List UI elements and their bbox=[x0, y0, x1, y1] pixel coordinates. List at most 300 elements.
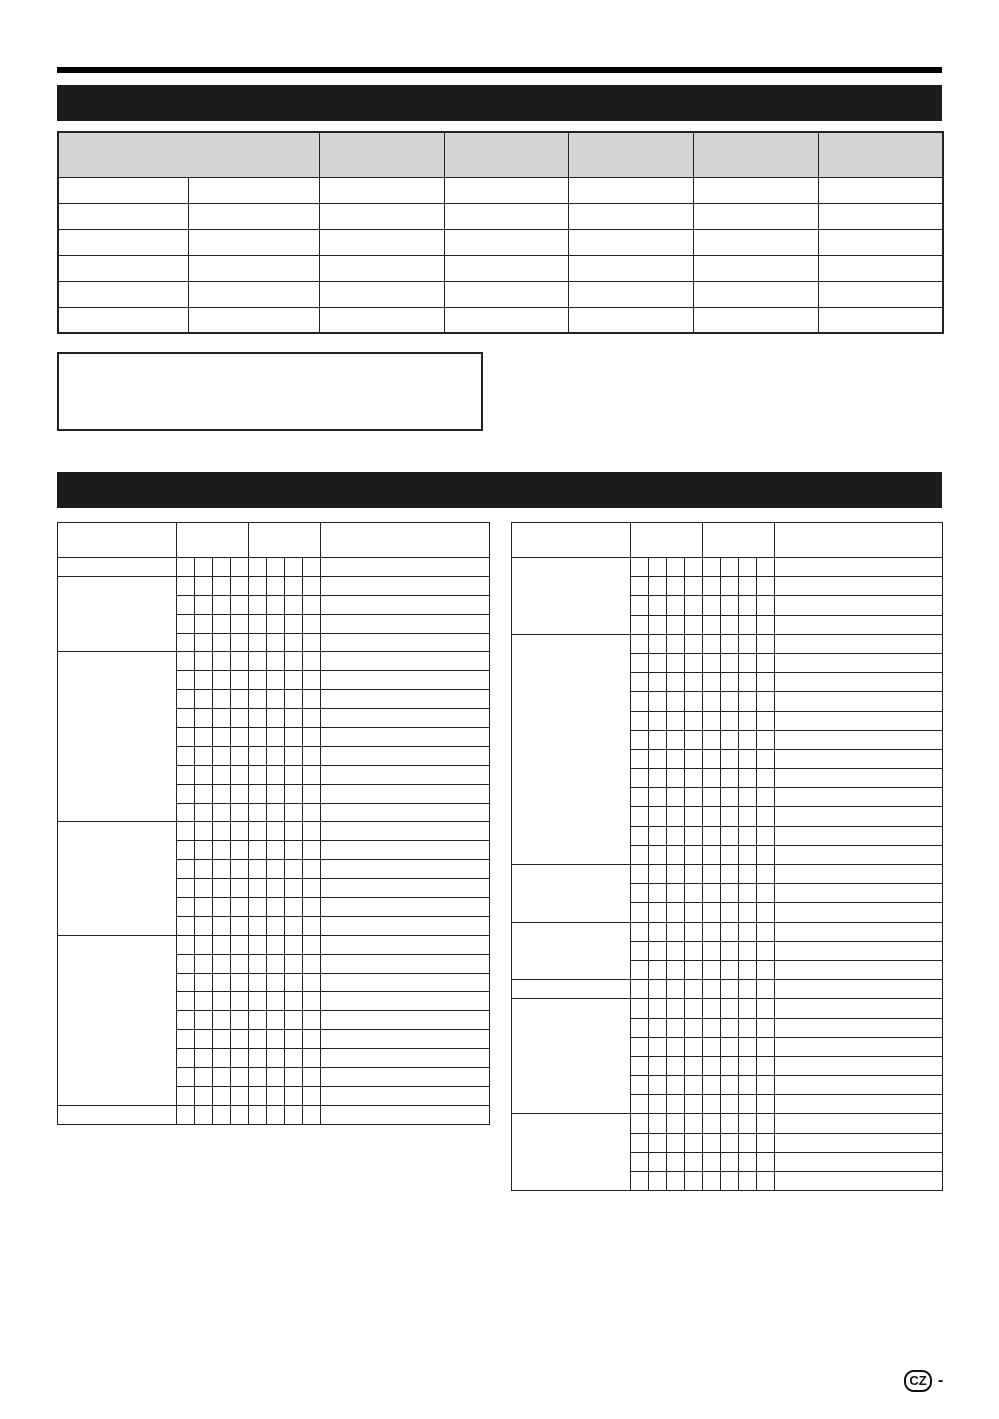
compat-mark-cell bbox=[631, 596, 649, 615]
compat-mark-cell bbox=[703, 769, 721, 788]
compat-mark-cell bbox=[177, 1086, 195, 1105]
compat-mark-cell bbox=[667, 1095, 685, 1114]
compat-mark-cell bbox=[757, 960, 775, 979]
compat-header-cell bbox=[775, 523, 943, 558]
compat-mark-cell bbox=[649, 807, 667, 826]
compat-group-cell bbox=[58, 935, 177, 1105]
compat-mark-cell bbox=[231, 1011, 249, 1030]
compat-mark-cell bbox=[757, 980, 775, 999]
compat-mark-cell bbox=[267, 1011, 285, 1030]
compat-mark-cell bbox=[757, 1172, 775, 1191]
compat-desc-cell bbox=[321, 992, 490, 1011]
compat-mark-cell bbox=[285, 992, 303, 1011]
compat-mark-cell bbox=[303, 898, 321, 917]
compat-mark-cell bbox=[303, 652, 321, 671]
compat-mark-cell bbox=[177, 765, 195, 784]
compat-mark-cell bbox=[267, 1030, 285, 1049]
compat-mark-cell bbox=[231, 935, 249, 954]
compat-header-row bbox=[512, 523, 943, 558]
compat-mark-cell bbox=[303, 841, 321, 860]
compat-mark-cell bbox=[285, 1011, 303, 1030]
compat-mark-cell bbox=[757, 634, 775, 653]
compat-mark-cell bbox=[757, 653, 775, 672]
compat-mark-cell bbox=[631, 1056, 649, 1075]
compat-desc-cell bbox=[775, 1037, 943, 1056]
compat-mark-cell bbox=[667, 884, 685, 903]
compat-mark-cell bbox=[267, 860, 285, 879]
compat-mark-cell bbox=[303, 992, 321, 1011]
compat-mark-cell bbox=[703, 615, 721, 634]
compat-mark-cell bbox=[721, 769, 739, 788]
compat-mark-cell bbox=[177, 1030, 195, 1049]
compat-mark-cell bbox=[721, 711, 739, 730]
compat-group-cell bbox=[58, 558, 177, 577]
compat-desc-cell bbox=[321, 709, 490, 728]
compat-desc-cell bbox=[321, 973, 490, 992]
spec-table-cell bbox=[188, 229, 319, 255]
compat-mark-cell bbox=[739, 653, 757, 672]
compat-mark-cell bbox=[685, 826, 703, 845]
compat-mark-cell bbox=[213, 879, 231, 898]
compat-mark-cell bbox=[649, 577, 667, 596]
compat-desc-cell bbox=[775, 577, 943, 596]
compat-mark-cell bbox=[685, 711, 703, 730]
compat-mark-cell bbox=[685, 922, 703, 941]
compat-mark-cell bbox=[667, 692, 685, 711]
compat-mark-cell bbox=[303, 973, 321, 992]
compat-desc-cell bbox=[775, 845, 943, 864]
spec-table-cell bbox=[818, 255, 943, 281]
compat-mark-cell bbox=[721, 999, 739, 1018]
compat-mark-cell bbox=[195, 1086, 213, 1105]
compat-desc-cell bbox=[321, 860, 490, 879]
compat-mark-cell bbox=[631, 1114, 649, 1133]
compat-mark-cell bbox=[213, 558, 231, 577]
compat-desc-cell bbox=[775, 711, 943, 730]
compat-mark-cell bbox=[231, 614, 249, 633]
compat-mark-cell bbox=[249, 1011, 267, 1030]
compat-mark-cell bbox=[177, 614, 195, 633]
compat-group-cell bbox=[512, 1114, 631, 1191]
compat-mark-cell bbox=[685, 1056, 703, 1075]
compat-mark-cell bbox=[721, 807, 739, 826]
compat-mark-cell bbox=[195, 822, 213, 841]
spec-header-cell bbox=[444, 132, 568, 177]
compat-mark-cell bbox=[631, 941, 649, 960]
compat-mark-cell bbox=[631, 692, 649, 711]
compat-mark-cell bbox=[739, 845, 757, 864]
compat-mark-cell bbox=[631, 980, 649, 999]
compat-desc-cell bbox=[321, 1011, 490, 1030]
compat-mark-cell bbox=[231, 728, 249, 747]
compat-row bbox=[512, 980, 943, 999]
compat-mark-cell bbox=[649, 596, 667, 615]
compat-desc-cell bbox=[775, 1114, 943, 1133]
compat-mark-cell bbox=[267, 879, 285, 898]
compat-mark-cell bbox=[667, 730, 685, 749]
compat-group-cell bbox=[58, 576, 177, 652]
compat-mark-cell bbox=[739, 941, 757, 960]
compat-mark-cell bbox=[703, 634, 721, 653]
compat-row bbox=[58, 576, 490, 595]
compat-mark-cell bbox=[303, 614, 321, 633]
compat-mark-cell bbox=[631, 1152, 649, 1171]
compat-mark-cell bbox=[739, 1076, 757, 1095]
compat-desc-cell bbox=[321, 1030, 490, 1049]
compat-mark-cell bbox=[303, 822, 321, 841]
compat-mark-cell bbox=[631, 845, 649, 864]
compat-mark-cell bbox=[631, 807, 649, 826]
compat-mark-cell bbox=[177, 690, 195, 709]
compat-mark-cell bbox=[231, 558, 249, 577]
compat-mark-cell bbox=[231, 652, 249, 671]
compat-desc-cell bbox=[775, 653, 943, 672]
compat-mark-cell bbox=[721, 826, 739, 845]
compat-mark-cell bbox=[739, 1152, 757, 1171]
compat-mark-cell bbox=[685, 980, 703, 999]
compat-mark-cell bbox=[213, 973, 231, 992]
compat-mark-cell bbox=[231, 973, 249, 992]
compat-desc-cell bbox=[775, 1056, 943, 1075]
compat-mark-cell bbox=[249, 746, 267, 765]
compat-desc-cell bbox=[321, 898, 490, 917]
compat-mark-cell bbox=[213, 803, 231, 822]
compat-mark-cell bbox=[213, 746, 231, 765]
compat-mark-cell bbox=[721, 1018, 739, 1037]
compat-mark-cell bbox=[285, 954, 303, 973]
compat-mark-cell bbox=[213, 690, 231, 709]
compat-mark-cell bbox=[757, 615, 775, 634]
compat-mark-cell bbox=[721, 845, 739, 864]
compat-row bbox=[512, 634, 943, 653]
compat-mark-cell bbox=[249, 671, 267, 690]
compat-mark-cell bbox=[177, 935, 195, 954]
compat-mark-cell bbox=[177, 1105, 195, 1124]
compat-mark-cell bbox=[177, 954, 195, 973]
compat-mark-cell bbox=[195, 784, 213, 803]
compat-mark-cell bbox=[267, 690, 285, 709]
note-box bbox=[57, 352, 483, 431]
compat-header-cell bbox=[512, 523, 631, 558]
compat-mark-cell bbox=[631, 634, 649, 653]
compat-mark-cell bbox=[721, 884, 739, 903]
compat-mark-cell bbox=[195, 633, 213, 652]
compat-mark-cell bbox=[703, 1172, 721, 1191]
compat-desc-cell bbox=[321, 803, 490, 822]
compat-mark-cell bbox=[667, 1056, 685, 1075]
compat-mark-cell bbox=[285, 765, 303, 784]
compat-mark-cell bbox=[739, 1133, 757, 1152]
compat-mark-cell bbox=[249, 860, 267, 879]
compat-mark-cell bbox=[667, 999, 685, 1018]
compat-mark-cell bbox=[213, 954, 231, 973]
compat-mark-cell bbox=[649, 941, 667, 960]
compat-mark-cell bbox=[213, 898, 231, 917]
compat-mark-cell bbox=[267, 935, 285, 954]
compat-mark-cell bbox=[721, 634, 739, 653]
compat-mark-cell bbox=[667, 1037, 685, 1056]
compat-mark-cell bbox=[649, 749, 667, 768]
compat-mark-cell bbox=[195, 954, 213, 973]
compat-mark-cell bbox=[285, 709, 303, 728]
compat-mark-cell bbox=[703, 749, 721, 768]
compat-mark-cell bbox=[249, 822, 267, 841]
spec-table bbox=[57, 131, 944, 334]
compat-mark-cell bbox=[721, 730, 739, 749]
spec-table-cell bbox=[444, 307, 568, 333]
compat-mark-cell bbox=[231, 746, 249, 765]
compat-desc-cell bbox=[321, 652, 490, 671]
compat-mark-cell bbox=[757, 941, 775, 960]
compat-mark-cell bbox=[195, 746, 213, 765]
compat-mark-cell bbox=[249, 614, 267, 633]
page-footer bbox=[904, 1370, 943, 1392]
compat-mark-cell bbox=[685, 1018, 703, 1037]
spec-table-cell bbox=[444, 203, 568, 229]
compat-mark-cell bbox=[249, 1049, 267, 1068]
compat-mark-cell bbox=[757, 884, 775, 903]
compat-mark-cell bbox=[721, 749, 739, 768]
compat-mark-cell bbox=[667, 980, 685, 999]
compat-mark-cell bbox=[177, 1049, 195, 1068]
compat-mark-cell bbox=[739, 1172, 757, 1191]
compat-desc-cell bbox=[321, 595, 490, 614]
compat-mark-cell bbox=[757, 788, 775, 807]
compat-mark-cell bbox=[631, 673, 649, 692]
compat-mark-cell bbox=[195, 1011, 213, 1030]
compat-header-cell bbox=[321, 523, 490, 558]
compat-mark-cell bbox=[685, 807, 703, 826]
compat-mark-cell bbox=[721, 1152, 739, 1171]
compat-mark-cell bbox=[667, 711, 685, 730]
compat-mark-cell bbox=[213, 841, 231, 860]
compat-mark-cell bbox=[267, 558, 285, 577]
compat-mark-cell bbox=[267, 746, 285, 765]
compat-mark-cell bbox=[649, 1172, 667, 1191]
compat-desc-cell bbox=[321, 1068, 490, 1087]
compat-mark-cell bbox=[685, 941, 703, 960]
compat-mark-cell bbox=[177, 1011, 195, 1030]
compat-mark-cell bbox=[757, 1114, 775, 1133]
compat-mark-cell bbox=[757, 769, 775, 788]
spec-table-cell bbox=[568, 177, 693, 203]
compat-mark-cell bbox=[631, 577, 649, 596]
compat-mark-cell bbox=[267, 973, 285, 992]
compat-mark-cell bbox=[721, 1037, 739, 1056]
compat-desc-cell bbox=[775, 1133, 943, 1152]
compat-mark-cell bbox=[177, 595, 195, 614]
compat-mark-cell bbox=[303, 671, 321, 690]
compat-mark-cell bbox=[303, 1030, 321, 1049]
spec-table-cell bbox=[58, 307, 188, 333]
compat-row bbox=[512, 922, 943, 941]
compat-mark-cell bbox=[685, 1076, 703, 1095]
compat-mark-cell bbox=[195, 576, 213, 595]
compatibility-table-left bbox=[57, 522, 490, 1125]
compat-mark-cell bbox=[703, 865, 721, 884]
compat-desc-cell bbox=[775, 903, 943, 922]
compat-mark-cell bbox=[757, 1076, 775, 1095]
compat-mark-cell bbox=[285, 595, 303, 614]
compat-desc-cell bbox=[321, 671, 490, 690]
compat-mark-cell bbox=[721, 903, 739, 922]
compat-mark-cell bbox=[685, 769, 703, 788]
spec-table-cell bbox=[188, 177, 319, 203]
compat-mark-cell bbox=[631, 960, 649, 979]
compat-mark-cell bbox=[177, 1068, 195, 1087]
compat-mark-cell bbox=[285, 1105, 303, 1124]
compat-group-cell bbox=[512, 634, 631, 864]
compat-mark-cell bbox=[721, 1076, 739, 1095]
compat-mark-cell bbox=[703, 1114, 721, 1133]
spec-table-cell bbox=[693, 177, 818, 203]
compat-mark-cell bbox=[649, 903, 667, 922]
compat-mark-cell bbox=[213, 576, 231, 595]
compat-mark-cell bbox=[703, 1056, 721, 1075]
spec-table-cell bbox=[319, 203, 444, 229]
compat-mark-cell bbox=[631, 615, 649, 634]
compat-mark-cell bbox=[285, 879, 303, 898]
compat-mark-cell bbox=[757, 1037, 775, 1056]
page-number-suffix: - bbox=[938, 1372, 944, 1389]
compat-mark-cell bbox=[303, 709, 321, 728]
compat-mark-cell bbox=[631, 730, 649, 749]
compat-mark-cell bbox=[267, 614, 285, 633]
compat-mark-cell bbox=[195, 1068, 213, 1087]
compat-mark-cell bbox=[739, 865, 757, 884]
compat-desc-cell bbox=[775, 1018, 943, 1037]
compat-mark-cell bbox=[667, 749, 685, 768]
compat-mark-cell bbox=[213, 1011, 231, 1030]
compat-mark-cell bbox=[703, 692, 721, 711]
compat-mark-cell bbox=[303, 954, 321, 973]
compat-mark-cell bbox=[249, 992, 267, 1011]
compat-desc-cell bbox=[775, 941, 943, 960]
compat-mark-cell bbox=[739, 999, 757, 1018]
compat-desc-cell bbox=[321, 690, 490, 709]
compat-mark-cell bbox=[757, 903, 775, 922]
compat-desc-cell bbox=[775, 673, 943, 692]
compat-row bbox=[512, 999, 943, 1018]
compat-mark-cell bbox=[631, 884, 649, 903]
compat-mark-cell bbox=[739, 922, 757, 941]
compat-desc-cell bbox=[321, 879, 490, 898]
spec-table-cell bbox=[568, 307, 693, 333]
compat-mark-cell bbox=[303, 595, 321, 614]
spec-header-cell bbox=[568, 132, 693, 177]
compat-mark-cell bbox=[649, 1152, 667, 1171]
compat-mark-cell bbox=[631, 826, 649, 845]
compat-mark-cell bbox=[757, 577, 775, 596]
compat-row bbox=[58, 558, 490, 577]
compat-desc-cell bbox=[775, 1152, 943, 1171]
spec-table-cell bbox=[444, 281, 568, 307]
compat-mark-cell bbox=[231, 671, 249, 690]
spec-header-cell bbox=[58, 132, 319, 177]
compat-mark-cell bbox=[249, 916, 267, 935]
compat-mark-cell bbox=[267, 803, 285, 822]
compat-mark-cell bbox=[703, 788, 721, 807]
compat-mark-cell bbox=[739, 1056, 757, 1075]
compat-mark-cell bbox=[231, 709, 249, 728]
compat-mark-cell bbox=[667, 865, 685, 884]
compat-header-cell bbox=[58, 523, 177, 558]
compat-mark-cell bbox=[649, 1076, 667, 1095]
compat-mark-cell bbox=[703, 596, 721, 615]
compat-mark-cell bbox=[685, 1133, 703, 1152]
compat-mark-cell bbox=[231, 879, 249, 898]
compat-mark-cell bbox=[757, 730, 775, 749]
spec-table-cell bbox=[568, 255, 693, 281]
compat-mark-cell bbox=[739, 960, 757, 979]
compat-desc-cell bbox=[321, 916, 490, 935]
compat-mark-cell bbox=[249, 690, 267, 709]
compat-mark-cell bbox=[231, 841, 249, 860]
section-title-bar-2 bbox=[57, 472, 942, 508]
compat-mark-cell bbox=[213, 1049, 231, 1068]
compat-mark-cell bbox=[757, 596, 775, 615]
compat-row bbox=[58, 935, 490, 954]
compat-mark-cell bbox=[267, 671, 285, 690]
compat-mark-cell bbox=[213, 1068, 231, 1087]
compat-mark-cell bbox=[631, 1018, 649, 1037]
compat-row bbox=[512, 865, 943, 884]
compat-group-cell bbox=[512, 558, 631, 635]
compat-mark-cell bbox=[739, 980, 757, 999]
compat-mark-cell bbox=[177, 671, 195, 690]
compat-mark-cell bbox=[267, 652, 285, 671]
compat-mark-cell bbox=[231, 1049, 249, 1068]
spec-table-cell bbox=[693, 307, 818, 333]
compat-mark-cell bbox=[721, 577, 739, 596]
compat-mark-cell bbox=[195, 992, 213, 1011]
compat-desc-cell bbox=[775, 558, 943, 577]
spec-table-cell bbox=[319, 177, 444, 203]
compat-mark-cell bbox=[249, 973, 267, 992]
compat-mark-cell bbox=[721, 1133, 739, 1152]
compat-mark-cell bbox=[631, 653, 649, 672]
compat-mark-cell bbox=[267, 709, 285, 728]
compat-mark-cell bbox=[757, 826, 775, 845]
compat-mark-cell bbox=[721, 1095, 739, 1114]
compat-mark-cell bbox=[231, 898, 249, 917]
compat-desc-cell bbox=[321, 558, 490, 577]
compat-mark-cell bbox=[667, 653, 685, 672]
compat-mark-cell bbox=[249, 558, 267, 577]
compat-mark-cell bbox=[667, 1133, 685, 1152]
spec-table-cell bbox=[319, 255, 444, 281]
compat-mark-cell bbox=[303, 879, 321, 898]
compat-mark-cell bbox=[703, 941, 721, 960]
compat-mark-cell bbox=[703, 826, 721, 845]
compat-mark-cell bbox=[231, 765, 249, 784]
compat-mark-cell bbox=[703, 1018, 721, 1037]
compat-mark-cell bbox=[195, 803, 213, 822]
compat-mark-cell bbox=[213, 1030, 231, 1049]
compat-mark-cell bbox=[667, 615, 685, 634]
compat-mark-cell bbox=[177, 746, 195, 765]
compat-mark-cell bbox=[303, 1086, 321, 1105]
compat-mark-cell bbox=[649, 845, 667, 864]
compat-mark-cell bbox=[649, 1018, 667, 1037]
compat-mark-cell bbox=[703, 1037, 721, 1056]
spec-table-cell bbox=[58, 281, 188, 307]
compat-mark-cell bbox=[231, 1086, 249, 1105]
compat-mark-cell bbox=[721, 692, 739, 711]
compat-mark-cell bbox=[649, 1037, 667, 1056]
spec-table-cell bbox=[568, 229, 693, 255]
compat-mark-cell bbox=[249, 898, 267, 917]
